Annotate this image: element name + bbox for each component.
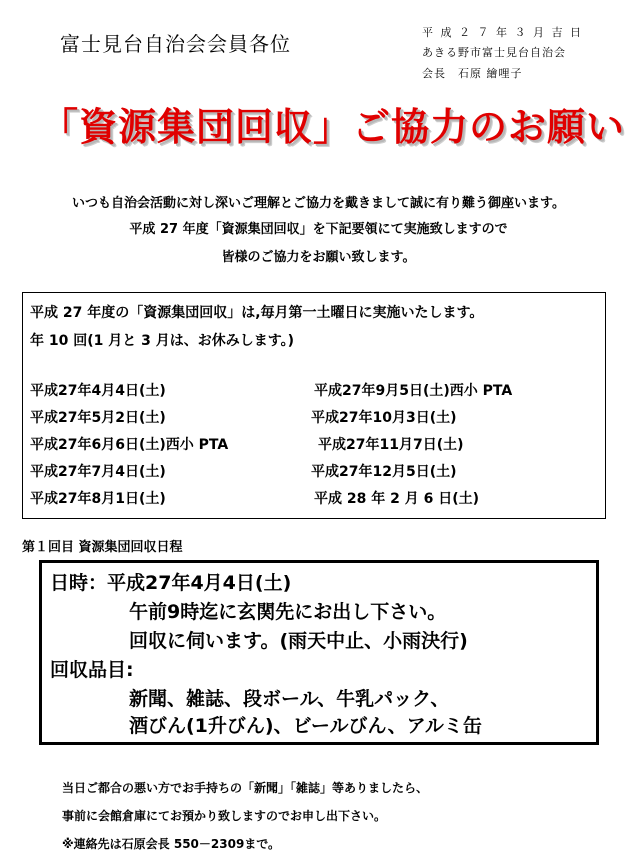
intro-line: 平成 27 年度「資源集団回収」を下記要領にて実施致しますので <box>129 222 508 237</box>
intro-line: 皆様のご協力をお願い致します。 <box>221 250 416 265</box>
schedule-date: 平成27年8月1日(土) <box>30 491 166 507</box>
contact-info: ※連絡先は石原会長 550－2309まで。 <box>62 837 281 851</box>
collection-instruction: 午前9時迄に玄関先にお出し下さい。 <box>129 601 447 623</box>
schedule-date: 平成27年7月4日(土) <box>30 464 166 480</box>
schedule-box <box>22 292 606 519</box>
items-list: 酒びん(1升びん)、ビールびん、アルミ缶 <box>129 715 482 737</box>
schedule-date: 平成27年4月4日(土) <box>30 383 166 399</box>
schedule-description: 平成 27 年度の「資源集団回収」は,毎月第一土曜日に実施いたします。 <box>30 305 484 321</box>
schedule-note: 年 10 回(1 月と 3 月は、お休みします。) <box>30 333 295 349</box>
footer-note: 当日ご都合の悪い方でお手持ちの「新聞」「雑誌」等ありましたら、 <box>62 781 429 795</box>
addressee: 富士見台自治会会員各位 <box>60 32 291 56</box>
intro-line: いつも自治会活動に対し深いご理解とご協力を戴きまして誠に有り難う御座います。 <box>72 196 565 211</box>
items-label: 回収品目: <box>50 659 134 681</box>
items-list: 新聞、雑誌、段ボール、牛乳パック、 <box>129 688 450 710</box>
schedule-date: 平成27年9月5日(土)西小 PTA <box>314 383 513 399</box>
footer-note: 事前に会館倉庫にてお預かり致しますのでお申し出下さい。 <box>62 809 387 823</box>
schedule-date: 平成27年10月3日(土) <box>311 410 457 426</box>
first-collection-title: 第１回目 資源集団回収日程 <box>22 540 183 555</box>
sender-name: 会長 石原 繪哩子 <box>422 67 523 80</box>
issue-date: 平 成 ２ ７ 年 ３ 月 吉 日 <box>422 26 583 39</box>
page-title: 「資源集団回収」ご協力のお願い <box>40 105 626 149</box>
schedule-date: 平成27年11月7日(土) <box>318 437 464 453</box>
schedule-date: 平成27年12月5日(土) <box>311 464 457 480</box>
schedule-date: 平成27年6月6日(土)西小 PTA <box>30 437 229 453</box>
collection-datetime: 日時：平成27年4月4日(土) <box>50 572 292 594</box>
collection-instruction: 回収に伺います。(雨天中止、小雨決行) <box>129 630 468 652</box>
schedule-date: 平成27年5月2日(土) <box>30 410 166 426</box>
organization-name: あきる野市富士見台自治会 <box>422 46 566 59</box>
schedule-date: 平成 28 年 2 月 6 日(土) <box>314 491 480 507</box>
